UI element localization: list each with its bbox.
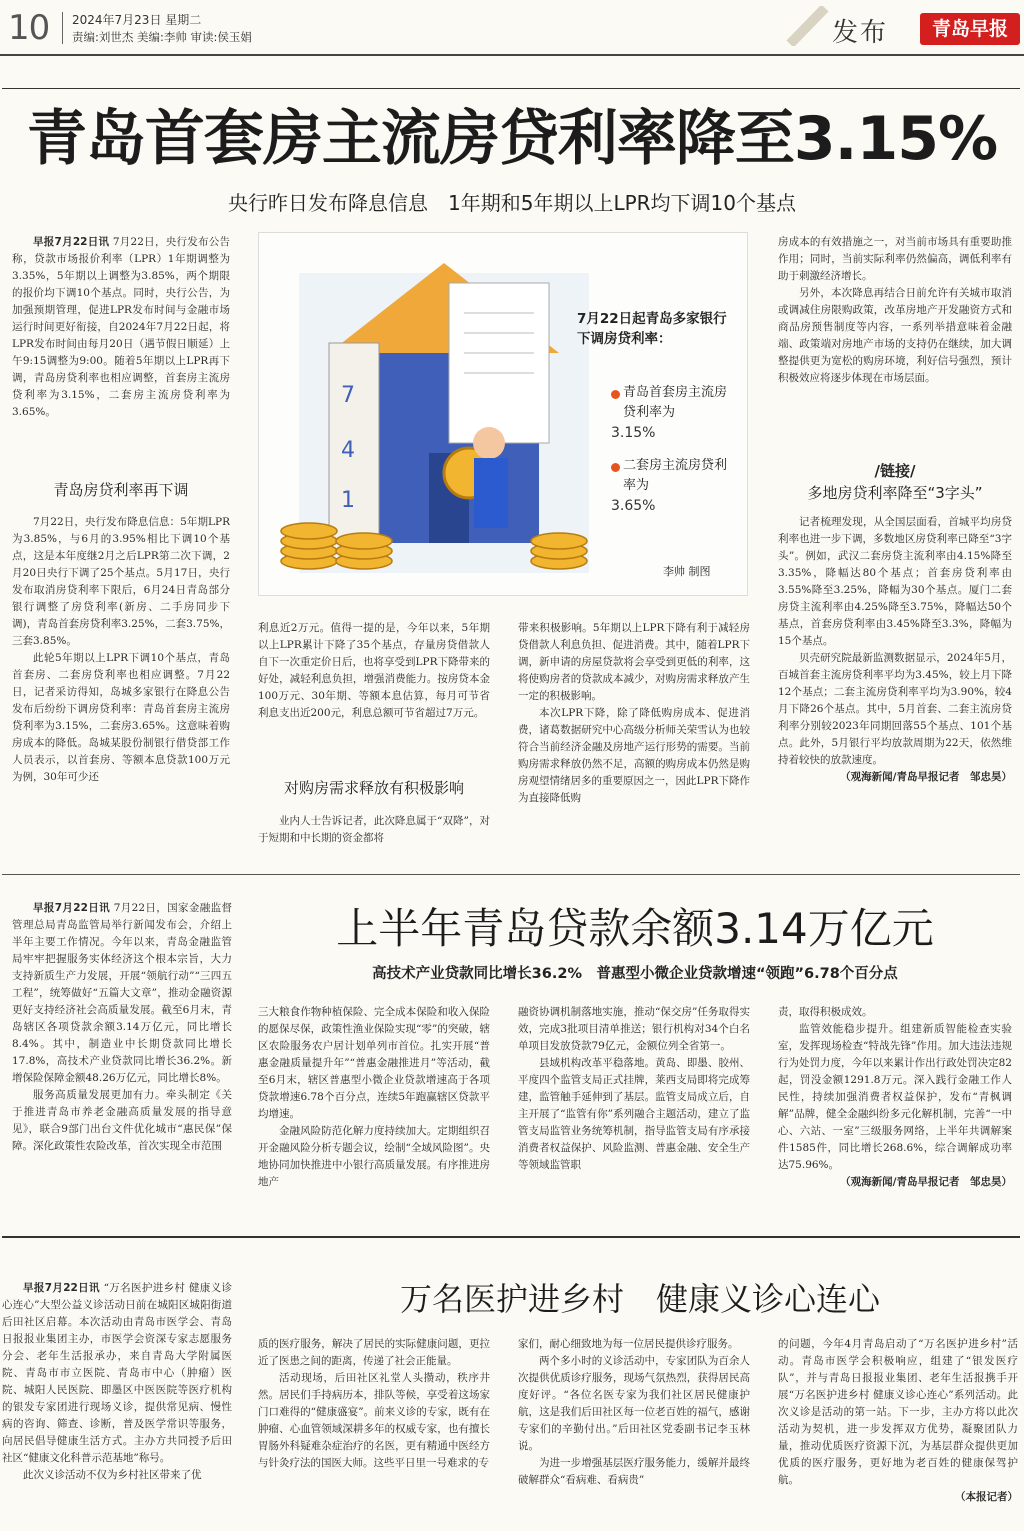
receipt-digit: 7: [341, 383, 355, 408]
article-2-byline: （观海新闻/青岛早报记者 邹忠昊）: [840, 1176, 1012, 1188]
article-2-para: 融资协调机制落地实施，推动“保交房”任务取得实效，完成3批项目清单推送；银行机构对34个白名单项目发放贷款79亿元，金额位列全省第一。: [518, 1006, 750, 1052]
article-2-subheadline: 高技术产业贷款同比增长36.2% 普惠型小微企业贷款增速“领跑”6.78个百分点: [372, 966, 898, 982]
article-1-para: 带来积极影响。5年期以上LPR下降有利于减轻房贷借款人利息负担、促进消费。其中，随着LPR下调，新申请的房屋贷款将会享受到更低的利率，这将使购房者的贷款成本减少，对购房需求释放产生一定的积极影响。: [518, 622, 750, 702]
article-3-column-2: [258, 1336, 490, 1528]
editor-credits: 责编:刘世杰 美编:李帅 审读:侯玉娟: [72, 30, 252, 44]
article-1-column-1: [12, 234, 230, 470]
rate-infographic: [258, 232, 748, 596]
article-3-para: 家们，耐心细致地为每一位居民提供诊疗服务。: [518, 1338, 739, 1350]
article-2-para: 三大粮食作物种植保险、完全成本保险和收入保险的愿保尽保，政策性渔业保险实现“零”的突破，辖区农险服务农户居计划单列市首位。扎实开展“普惠金融质量提升年”“普惠金融推进月”等活动，截至6月末，辖区普惠型小微企业贷款增速高于各项贷款增速6.78个百分点，连续5年跑赢辖区贷款平均增速。: [258, 1006, 490, 1120]
header-slash-icon: [770, 6, 830, 46]
article-3-para: 的问题，今年4月青岛启动了“万名医护进乡村”活动。青岛市医学会积极响应，组建了“银发医疗队”，并与青岛日报报业集团、老年生活报携手开展“万名医护进乡村 健康义诊心连心”系列活动。此次义诊是活动的第一站。下一步，主办方将以此次活动为契机，进一步发挥双方优势，凝聚团队力量，推动优质医疗资源下沉，为基层群众提供更加优质的医疗服务，更好地为老百姓的健康保驾护航。: [778, 1338, 1018, 1486]
article-3-dateline: 早报7月22日讯: [23, 1282, 100, 1294]
article-3-column-3: [518, 1336, 750, 1528]
article-1-para: 贝壳研究院最新监测数据显示，2024年5月，百城首套主流房贷利率平均为3.45%，较上月下降12个基点；二套主流房贷利率平均为3.90%，较4月下降26个基点。其中，5月首套、二套主流房贷利率分别较2023年同期回落55个基点、101个基点。此外，5月银行平均放款周期为22天，依然维持着较快的放款速度。: [778, 652, 1012, 766]
article-3-byline: （本报记者）: [955, 1491, 1018, 1503]
article-1-column-4b: [778, 514, 1012, 866]
article-1-para: 利息近2万元。值得一提的是，今年以来，5年期以上LPR累计下降了35个基点，存量房贷借款人自下一次重定价日后，也将享受到LPR下降带来的好处，减轻利息负担，增强消费能力。按房贷本金100万元、30年期、等额本息估算，每月可节省利息支出近200元，利息总额可节省超过7万元。: [258, 622, 490, 719]
first-home-rate-value: 3.15%: [611, 425, 656, 441]
article-1-para: 业内人士告诉记者，此次降息属于“双降”，对于短期和中长期的资金都将: [258, 815, 490, 844]
article-3-para: 此次义诊活动不仅为乡村社区带来了优: [23, 1469, 202, 1481]
article-2-para: 金融风险防范化解力度持续加大。定期组织召开金融风险分析专题会议，绘制“全域风险图”。央地协同加快推进中小银行高质量发展。有序推进房地产: [258, 1125, 490, 1188]
article-3-column-4: [778, 1336, 1018, 1528]
article-2-para: 服务高质量发展更加有力。牵头制定《关于推进青岛市养老金融高质量发展的指导意见》，联合9部门出台文件优化城市“惠民保”保障。深化政策性农险改革，首次实现全市范围: [12, 1089, 232, 1152]
article-3-para: 为进一步增强基层医疗服务能力，缓解并最终破解群众“看病难、看病贵”: [518, 1457, 750, 1486]
article-1-para: 此轮5年期以上LPR下调10个基点，青岛首套房、二套房贷利率也相应调整。7月22日，记者采访得知，岛城多家银行在降息公告发布后纷纷下调房贷利率：青岛首套房主流房贷利率为3.15%，二套房3.65%。这意味着购房成本的降低。岛城某股份制银行借贷部工作人员表示，以首套房、等额本息贷款100万元为例，30年可少还: [12, 652, 230, 783]
header-rule: [0, 54, 1024, 56]
brand-logo: 青岛早报: [920, 13, 1020, 45]
receipt-digit: 1: [341, 488, 355, 513]
section-label: 发布: [832, 18, 889, 48]
article-1-frame: [2, 88, 1020, 89]
article-1-column-4: [778, 234, 1012, 446]
infographic-title: 7月22日起青岛多家银行下调房贷利率：: [577, 311, 727, 347]
article-2-bottom-rule: [2, 1236, 1020, 1238]
article-1-para: 7月22日，央行发布降息信息：5年期LPR为3.85%，与6月的3.95%相比下调10个基点，这是本年度继2月之后LPR第二次下调，2月20日央行下调了25个基点。5月17日，央行发布取消房贷利率下限后，6月24日青岛部分银行调整了房贷利率(新房、二手房同步下调)，青岛首套房贷利率3.25%，二套3.75%，三套3.85%。: [12, 516, 230, 647]
bullet-dot-icon: [611, 390, 620, 399]
article-3-headline: 万名医护进乡村 健康义诊心连心: [399, 1280, 880, 1318]
article-1-subhead-3: 多地房贷利率降至“3字头”: [807, 484, 983, 502]
article-3-para: 活动现场，后田社区礼堂人头攒动，秩序井然。居民们手持病历本，排队等候，享受着这场家门口难得的“健康盛宴”。前来义诊的专家，既有在肿瘤、心血管领域深耕多年的权威专家，也有擅长胃肠外科疑难杂症治疗的名医，更有精通中医经方与针灸疗法的国医大师。这些平日里一号难求的专: [258, 1372, 490, 1469]
article-1-column-1b: [12, 514, 230, 850]
article-1-para: 另外，本次降息再结合日前允许有关城市取消或调减住房限购政策，改革房地产开发融资方式和商品房预售制度等内容，一系列举措意味着金融端、政策端对房地产市场的支持仍在继续，加大调整提供更为宽松的购房环境，利好信号强烈，预计积极效应将逐步体现在市场层面。: [778, 287, 1012, 384]
article-3-para: 两个多小时的义诊活动中，专家团队为百余人次提供优质诊疗服务，现场气氛热烈，获得居民高度好评。“各位名医专家为我们社区居民健康护航，这是我们后田社区每一位老百姓的福气，感谢专家们的辛勤付出。”后田社区党委副书记李玉林说。: [518, 1355, 750, 1452]
article-3-column-1: [2, 1280, 232, 1528]
article-2-para: 7月22日，国家金融监督管理总局青岛监管局举行新闻发布会，介绍上半年主要工作情况。今年以来，青岛金融监管局牢牢把握服务实体经济这个根本宗旨，大力支持新质生产力发展，开展“领航行动”“三四五工程”，统筹做好“五篇大文章”，推动金融资源更好支持经济社会高质量发展。截至6月末，青岛辖区各项贷款余额3.14万亿元，同比增长8.4%。其中，制造业中长期贷款同比增长17.8%，高技术产业贷款同比增长36.2%。新增保险保障金额48.26万亿元，同比增长8%。: [12, 902, 232, 1084]
article-1-headline: 青岛首套房主流房贷利率降至3.15%: [26, 104, 998, 174]
article-3-para: “万名医护进乡村 健康义诊心连心”大型公益义诊活动日前在城阳区城阳街道后田社区启幕。本次活动由青岛市医学会、青岛日报报业集团主办，市医学会资深专家志愿服务分会、老年生活报承办，来自青岛大学附属医院、青岛市市立医院、青岛市中心（肿瘤）医院、城阳人民医院、即墨区中医医院等医疗机构的银发专家团进行现场义诊，提供常见病、慢性病的咨询、筛查、诊断，普及医学常识等服务，向居民倡导健康生活方式。主办方共同授予后田社区“健康文化科普示范基地”称号。: [2, 1282, 232, 1464]
article-2-column-3: [518, 1004, 750, 1216]
article-1-column-2b: [258, 813, 490, 849]
article-2-column-4: [778, 1004, 1012, 1222]
bullet-dot-icon: [611, 463, 620, 472]
article-1-subheadline: 央行昨日发布降息信息 1年期和5年期以上LPR均下调10个基点: [228, 191, 796, 215]
article-1-para: 记者梳理发现，从全国层面看，首城平均房贷利率也进一步下调，多数地区房贷利率已降至“3字头”。例如，武汉二套房贷主流利率由4.15%降至3.35%，降幅达80个基点；首套房贷利率由3.55%降至3.25%，降幅为30个基点。厦门二套房贷主流利率由4.25%降至3.75%，降幅达50个基点，首套房贷利率由3.45%降至3.3%，降幅为15个基点。: [778, 516, 1012, 647]
article-1-byline: （观海新闻/青岛早报记者 邹忠昊）: [840, 771, 1012, 783]
receipt-digit: 4: [341, 438, 355, 463]
article-1-para: 本次LPR下降，除了降低购房成本、促进消费，诸葛数据研究中心高级分析师关荣雪认为也较符合当前经济金融及房地产运行形势的需要。当前购房需求释放仍然不足，高额的购房成本仍然是购房观望情绪居多的重要原因之一，因此LPR下降作为直接降低购: [518, 707, 750, 804]
article-2-headline: 上半年青岛贷款余额3.14万亿元: [336, 904, 934, 953]
page-number: 10: [8, 8, 50, 48]
header-divider: [62, 12, 63, 44]
article-2-para: 责，取得积极成效。: [778, 1006, 873, 1018]
article-1-column-3: [518, 620, 750, 850]
article-2-column-1: [12, 900, 232, 1216]
article-1-link-label: /链接/: [874, 462, 916, 480]
article-1-para: 房成本的有效措施之一，对当前市场具有重要助推作用；同时，当前实际利率仍然偏高，调低利率有助于刺激经济增长。: [778, 236, 1012, 282]
article-1-dateline: 早报7月22日讯: [33, 236, 110, 248]
article-2-para: 县域机构改革平稳落地。黄岛、即墨、胶州、平度四个监管支局正式挂牌，莱西支局即将完成筹建，监管触手延伸到了基层。监管支局成立后，自主开展了“监管有你”系列融合主题活动，建立了监管支局监管业务统筹机制，指导监管支局有序承接消费者权益保护、风险监测、普惠金融、安全生产等领域监管职: [518, 1057, 750, 1171]
issue-date: 2024年7月23日 星期二: [72, 13, 202, 27]
infographic-credit: 李帅 制图: [663, 565, 711, 578]
article-2-para: 监管效能稳步提升。组建新质智能检查实验室，发挥现场检查“特战先锋”作用。加大违法违规行为处罚力度，今年以来累计作出行政处罚决定82起，罚没金额1291.8万元。深入践行金融工作人民性，持续加强消费者权益保护，发布“青枫调解”品牌，健全金融纠纷多元化解机制，完善“一中心、六站、一室”三级服务网络，上半年共调解案件1585件，同比增长268.6%，综合调解成功率达75.96%。: [778, 1023, 1012, 1171]
article-1-bottom-rule: [2, 874, 1020, 875]
article-3-para: 质的医疗服务，解决了居民的实际健康问题，更拉近了医患之间的距离，传递了社会正能量。: [258, 1338, 490, 1367]
article-1-subhead-1: 青岛房贷利率再下调: [53, 481, 189, 499]
article-2-column-2: [258, 1004, 490, 1216]
first-home-rate-label: 青岛首套房主流房贷利率为: [623, 385, 728, 420]
article-1-subhead-2: 对购房需求释放有积极影响: [283, 779, 464, 797]
article-1-para: 7月22日，央行发布公告称，贷款市场报价利率（LPR）1年期调整为3.35%，5年期以上调整为3.85%，两个期限的报价均下调10个基点。同时，央行公告，为加强预期管理，促进LPR发布时间与金融市场运行时间更好衔接，自2024年7月22日起，将LPR发布时间由每月20日（遇节假日顺延）上午9:15调整为9:00。随着5年期以上LPR再下调，青岛房贷利率也相应调整，首套房主流房贷利率为3.15%，二套房主流房贷利率为3.65%。: [12, 236, 230, 418]
article-2-dateline: 早报7月22日讯: [33, 902, 111, 914]
article-1-column-2: [258, 620, 490, 760]
second-home-rate-value: 3.65%: [611, 498, 656, 514]
second-home-rate-label: 二套房主流房贷利率为: [623, 458, 728, 493]
